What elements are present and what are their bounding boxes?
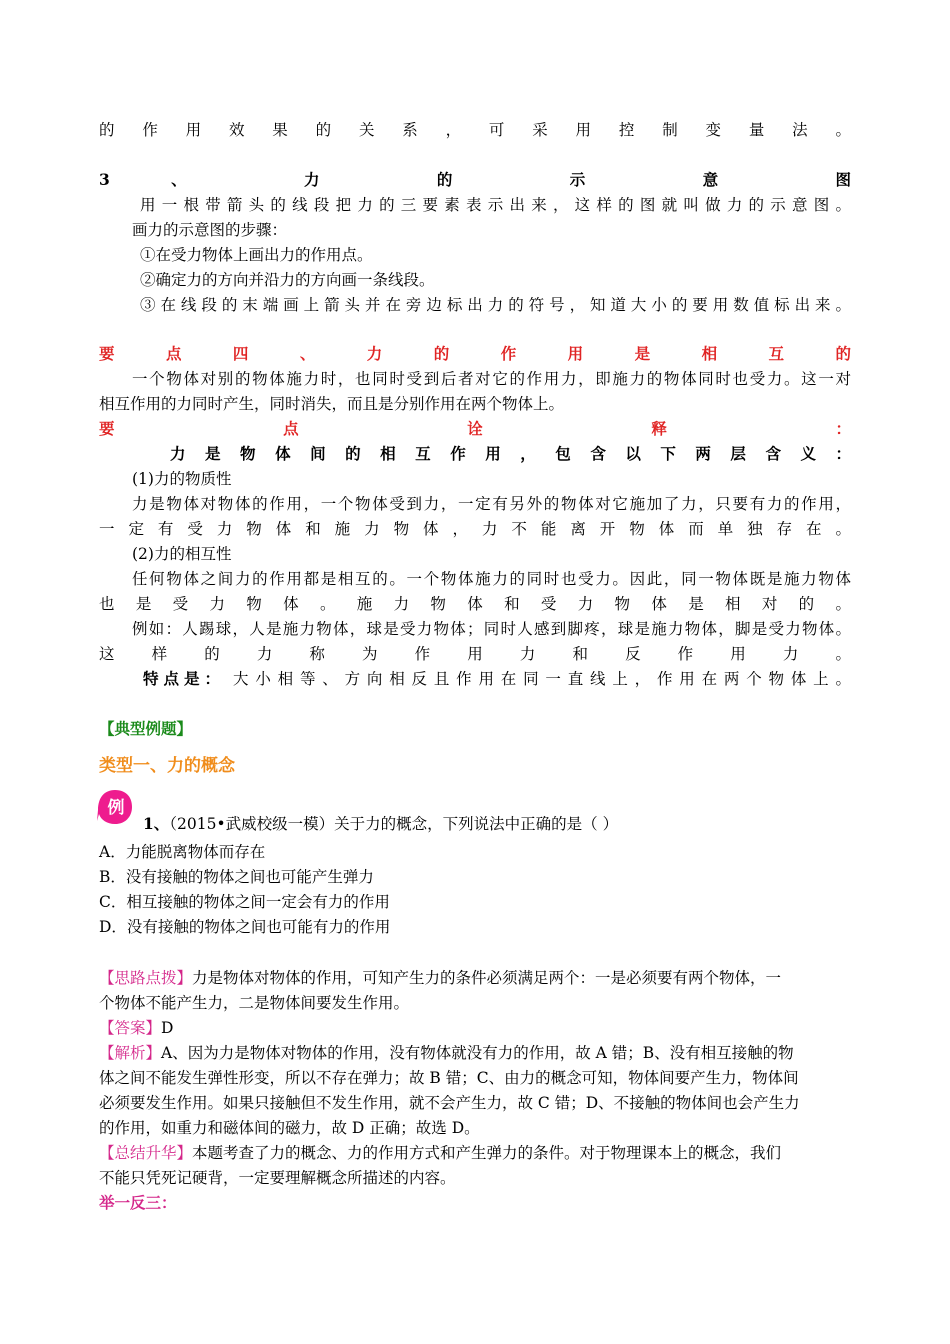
text-line: 例如：人踢球，人是施力物体，球是受力物体；同时人感到脚疼，球是施力物体，脚是受力物体。 [132, 620, 851, 638]
hint-line [99, 966, 851, 990]
answer-line [99, 1016, 851, 1040]
text-line: 用一根带箭头的线段把力的三要素表示出来，这样的图就叫做力的示意图。 [140, 196, 851, 214]
text-line: 力是物体对物体的作用，一个物体受到力，一定有另外的物体对它施加了力，只要有力的作用， [132, 495, 851, 513]
practice-heading: 举一反三： [99, 1194, 177, 1212]
hint-label: 【思路点拨】 [99, 969, 193, 987]
key-point-heading: 要 点 四 、 力 的 作 用 是 相 互 的 [99, 345, 851, 363]
text-line: 这 样 的 力 称 为 作 用 力 和 反 作 用 力 。 [99, 645, 851, 663]
example-badge-icon [96, 788, 134, 826]
text-line: 必须要发生作用。如果只接触但不发生作用，就不会产生力，故 C 错；D、不接触的物体间也会产生力 [99, 1094, 800, 1112]
feature-label: 特点是： [143, 669, 226, 688]
question-line [143, 812, 851, 836]
option-b: B．没有接触的物体之间也可能产生弹力 [99, 868, 374, 886]
text-line: 任何物体之间力的作用都是相互的。一个物体施力的同时也受力。因此，同一物体既是施力物体 [132, 570, 851, 588]
feature-text: 大小相等、方向相反且作用在同一直线上，作用在两个物体上。 [233, 670, 851, 688]
type-heading: 类型一、力的概念 [99, 756, 235, 776]
hint-text: 力是物体对物体的作用，可知产生力的条件必须满足两个：一是必须要有两个物体，一 [192, 969, 782, 987]
answer-label: 【答案】 [99, 1019, 162, 1037]
step-item: ③在线段的末端画上箭头并在旁边标出力的符号，知道大小的要用数值标出来。 [140, 296, 851, 314]
text-line: 的作用，如重力和磁体间的磁力，故 D 正确；故选 D。 [99, 1119, 480, 1137]
section-heading-diagram: 3 、 力 的 示 意 图 [99, 170, 851, 189]
typical-examples-heading: 【典型例题】 [99, 720, 193, 738]
step-item: ②确定力的方向并沿力的方向画一条线段。 [140, 271, 435, 289]
key-point-explain-heading: 要 点 诠 释 ： [99, 420, 851, 438]
text-line: 的 作 用 效 果 的 关 系 ， 可 采 用 控 制 变 量 法 。 [99, 121, 851, 139]
text-line: 一 定 有 受 力 物 体 和 施 力 物 体 ， 力 不 能 离 开 物 体 而 单 独 存 在 。 [99, 520, 851, 538]
bold-statement: 力 是 物 体 间 的 相 互 作 用 ， 包 含 以 下 两 层 含 义 ： [170, 444, 851, 463]
summary-line [99, 1141, 851, 1165]
explanation-text: A、因为力是物体对物体的作用，没有物体就没有力的作用，故 A 错；B、没有相互接触的物 [161, 1044, 794, 1062]
subheading: (1)力的物质性 [132, 470, 232, 488]
explanation-label: 【解析】 [99, 1044, 162, 1062]
option-c: C．相互接触的物体之间一定会有力的作用 [99, 893, 390, 911]
option-a: A．力能脱离物体而存在 [99, 843, 266, 861]
subheading: (2)力的相互性 [132, 545, 232, 563]
question-number: 1、 [143, 814, 170, 833]
answer-text: D [161, 1019, 174, 1037]
text-line: 相互作用的力同时产生，同时消失，而且是分别作用在两个物体上。 [99, 395, 565, 413]
step-item: ①在受力物体上画出力的作用点。 [140, 246, 373, 264]
text-line: 个物体不能产生力，二是物体间要发生作用。 [99, 994, 410, 1012]
text-line: 也 是 受 力 物 体 。 施 力 物 体 和 受 力 物 体 是 相 对 的 。 [99, 595, 851, 613]
feature-line [143, 667, 851, 691]
text-line: 体之间不能发生弹性形变，所以不存在弹力；故 B 错；C、由力的概念可知，物体间要产生力，物体间 [99, 1069, 799, 1087]
text-line: 不能只凭死记硬背，一定要理解概念所描述的内容。 [99, 1169, 456, 1187]
option-d: D．没有接触的物体之间也可能有力的作用 [99, 918, 391, 936]
explanation-line [99, 1041, 851, 1065]
badge-char: 例 [107, 798, 125, 818]
question-text: （2015•武威校级一模）关于力的概念，下列说法中正确的是（ ） [169, 815, 619, 833]
text-line: 画力的示意图的步骤： [132, 221, 288, 239]
summary-text: 本题考查了力的概念、力的作用方式和产生弹力的条件。对于物理课本上的概念，我们 [192, 1144, 782, 1162]
text-line: 一个物体对别的物体施力时，也同时受到后者对它的作用力，即施力的物体同时也受力。这一对 [132, 370, 851, 388]
summary-label: 【总结升华】 [99, 1144, 193, 1162]
